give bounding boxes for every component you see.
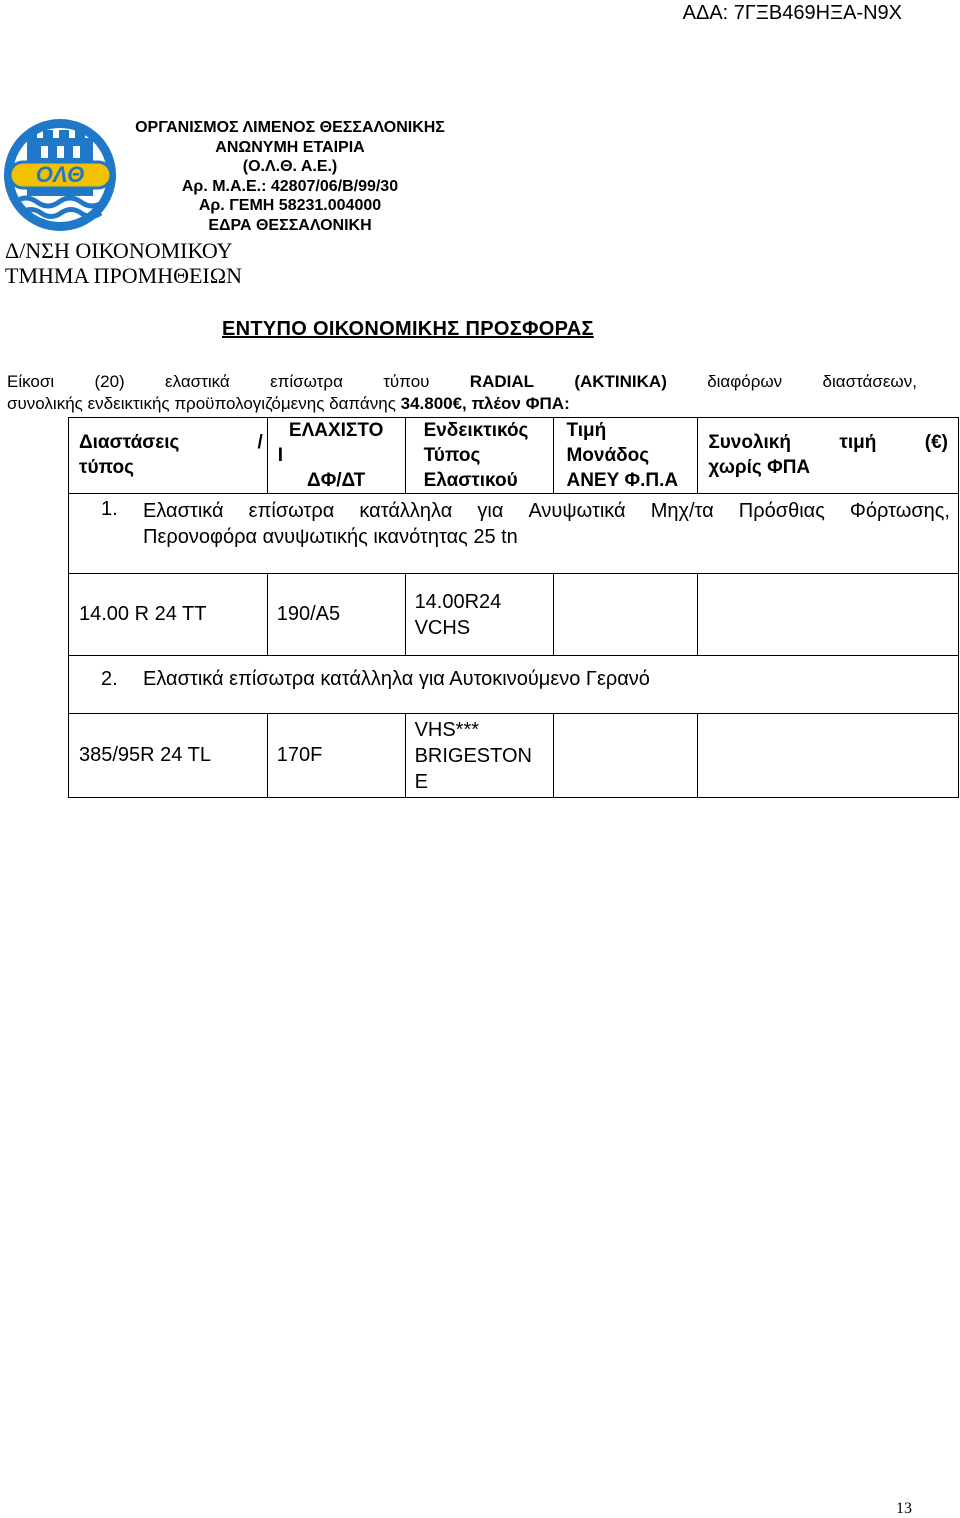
header-text: Μονάδος <box>566 445 650 466</box>
department-line: ΤΜΗΜΑ ΠΡΟΜΗΘΕΙΩΝ <box>5 263 242 288</box>
cell-text: 14.00R24 <box>414 590 502 613</box>
header-minimum <box>267 418 405 494</box>
department-header <box>5 238 242 288</box>
header-text: Διαστάσεις <box>79 432 180 453</box>
org-line: ΟΡΓΑΝΙΣΜΟΣ ΛΙΜΕΝΟΣ ΘΕΣΣΑΛΟΝΙΚΗΣ <box>135 119 445 136</box>
header-text: / <box>257 432 263 453</box>
header-tire-type <box>405 418 554 494</box>
org-line: (Ο.Λ.Θ. Α.Ε.) <box>242 158 338 176</box>
cell-dimensions: 385/95R 24 TL <box>69 714 268 798</box>
intro-word: διαστάσεων, <box>822 372 917 391</box>
intro-paragraph <box>7 371 917 415</box>
section-word: Μηχ/τα <box>650 500 714 522</box>
section-text: Περονοφόρα ανυψωτικής ικανότητας 25 tn <box>143 526 518 548</box>
header-text: χωρίς ΦΠΑ <box>708 457 811 478</box>
document-title: ΕΝΤΥΠΟ ΟΙΚΟΝΟΜΙΚΗΣ ΠΡΟΣΦΟΡΑΣ <box>222 318 594 340</box>
page-number: 13 <box>896 1500 912 1517</box>
cell-minimum: 170F <box>267 714 405 798</box>
intro-word: ελαστικά <box>165 372 230 391</box>
intro-word: διαφόρων <box>707 372 783 391</box>
intro-word: τύπου <box>383 372 430 391</box>
intro-word: Είκοσι <box>7 372 55 391</box>
section-2-row <box>69 656 959 714</box>
logo-lettering: ΟΛΘ <box>35 162 85 187</box>
organization-header <box>0 118 580 236</box>
cell-text: BRIGESTON <box>414 744 532 767</box>
org-line: Αρ. Μ.Α.Ε.: 42807/06/Β/99/30 <box>181 177 399 195</box>
cell-text: VCHS <box>414 616 471 639</box>
header-unit-price <box>554 418 698 494</box>
intro-word: RADIAL <box>469 372 535 391</box>
section-word: Φόρτωσης, <box>849 500 950 522</box>
cell-tire-type <box>405 714 554 798</box>
header-text: (€) <box>924 432 948 453</box>
section-word: Πρόσθιας <box>738 500 825 522</box>
section-1-row <box>69 494 959 574</box>
org-line: ΕΔΡΑ ΘΕΣΣΑΛΟΝΙΚΗ <box>208 216 372 234</box>
cell-total-price-input[interactable] <box>698 574 959 656</box>
cell-tire-type <box>405 574 554 656</box>
intro-word: επίσωτρα <box>270 372 343 391</box>
header-text: Ενδεικτικός <box>423 420 529 441</box>
header-text: τιμή <box>839 432 877 453</box>
section-1-description <box>69 494 959 574</box>
org-line: ΑΝΩΝΥΜΗ ΕΤΑΙΡΙΑ <box>215 138 365 156</box>
cell-minimum: 190/A5 <box>267 574 405 656</box>
section-text: Ελαστικά επίσωτρα κατάλληλα για Αυτοκινούμενο Γερανό <box>143 668 650 690</box>
header-text: Τύπος <box>423 445 481 466</box>
header-dimensions <box>69 418 268 494</box>
intro-line-1 <box>7 371 917 393</box>
ada-code: ΑΔΑ: 7ΓΞΒ469ΗΞΑ-Ν9Χ <box>682 2 902 24</box>
intro-total-amount: 34.800€, πλέον ΦΠΑ: <box>400 394 570 413</box>
section-2-description <box>69 656 959 714</box>
table-header-row <box>69 418 959 494</box>
header-text: ΕΛΑΧΙΣΤΟ <box>288 420 384 441</box>
section-number: 1. <box>101 498 118 520</box>
department-line: Δ/ΝΣΗ ΟΙΚΟΝΟΜΙΚΟΥ <box>5 238 233 263</box>
header-text: Συνολική <box>708 432 791 453</box>
cell-unit-price-input[interactable] <box>554 574 698 656</box>
cell-unit-price-input[interactable] <box>554 714 698 798</box>
intro-line-2 <box>7 393 917 415</box>
table-row <box>69 574 959 656</box>
intro-word: (ΑΚΤΙΝΙΚΑ) <box>574 372 667 391</box>
org-line: Αρ. ΓΕΜΗ 58231.004000 <box>198 197 382 215</box>
cell-total-price-input[interactable] <box>698 714 959 798</box>
cell-text: VHS*** <box>414 718 480 741</box>
section-number: 2. <box>101 668 118 690</box>
header-text: Τιμή <box>566 420 607 441</box>
intro-word: (20) <box>94 372 125 391</box>
header-text: Ι <box>277 445 283 466</box>
offer-table <box>68 417 959 798</box>
section-word: για <box>477 500 504 522</box>
section-word: Ελαστικά <box>143 500 224 522</box>
section-word: Ανυψωτικά <box>528 500 626 522</box>
header-text: ΑΝΕΥ Φ.Π.Α <box>566 470 679 491</box>
section-word: κατάλληλα <box>359 500 453 522</box>
section-word: επίσωτρα <box>248 500 335 522</box>
header-text: ΔΦ/ΔΤ <box>307 470 366 491</box>
cell-text: E <box>414 770 428 793</box>
header-total-price <box>698 418 959 494</box>
table-row <box>69 714 959 798</box>
intro-text: συνολικής ενδεικτικής προϋπολογιζόμενης δαπάνης <box>7 394 401 413</box>
header-text: Ελαστικού <box>423 470 518 491</box>
cell-dimensions: 14.00 R 24 TT <box>69 574 268 656</box>
header-text: τύπος <box>79 457 135 478</box>
